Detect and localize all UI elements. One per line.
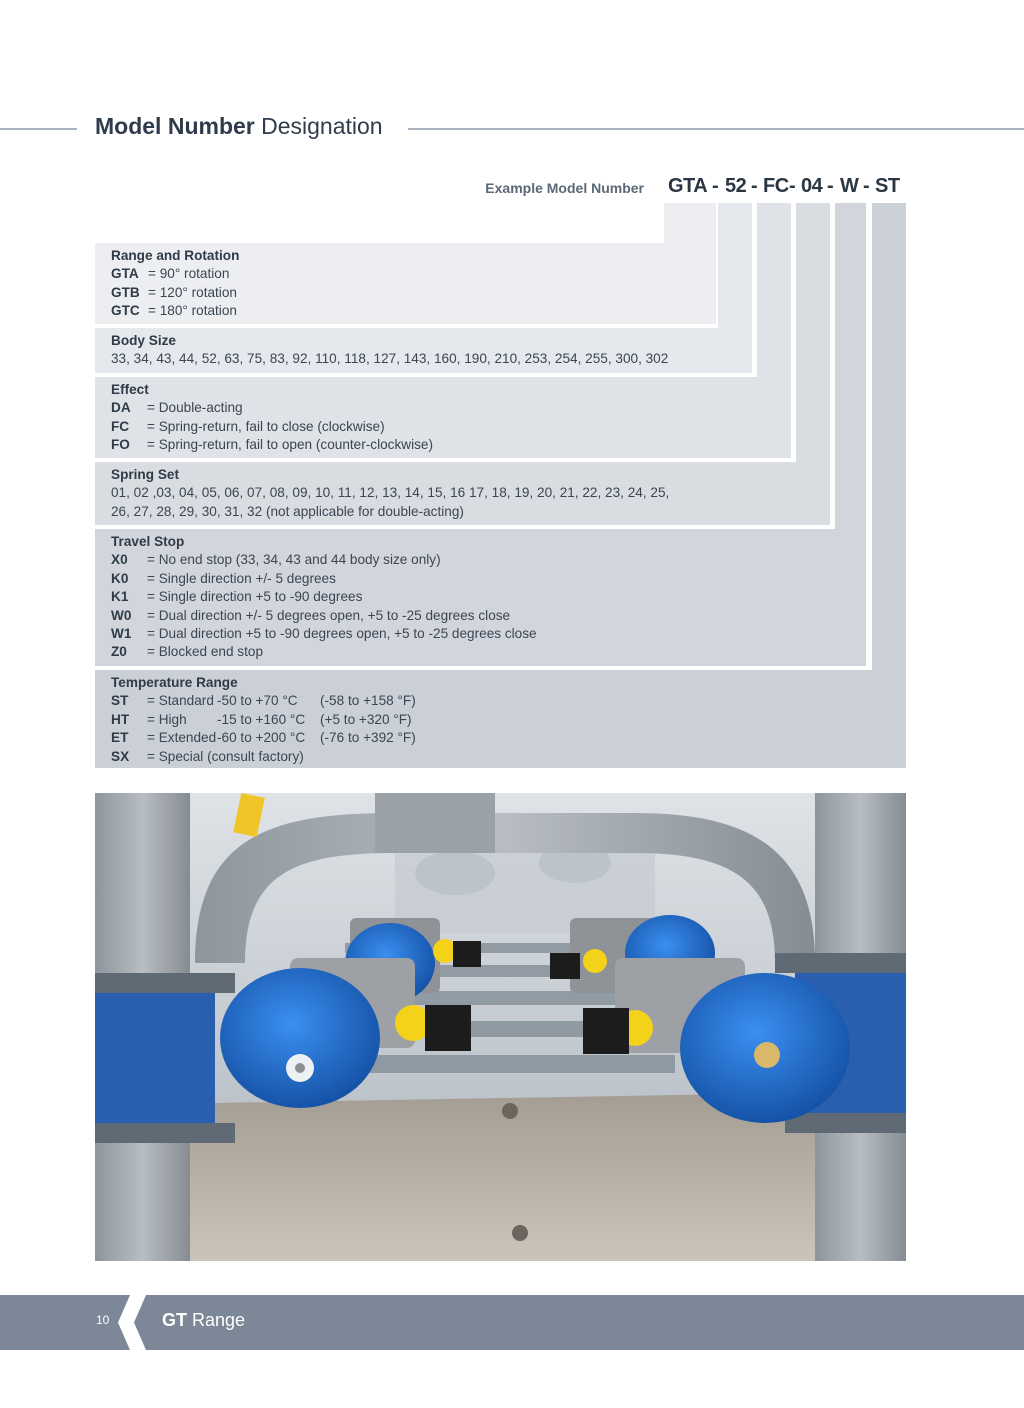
actuator-installation-illustration [95, 793, 906, 1261]
connector-range [664, 203, 716, 243]
example-model-number [664, 175, 906, 203]
section-temperature-range [95, 670, 906, 768]
section-spring-set [95, 462, 830, 525]
list-item: SX = Special (consult factory) [111, 748, 304, 764]
section-body-size [95, 328, 752, 373]
example-part-travel: W [840, 175, 859, 197]
spring-set-line: 01, 02 ,03, 04, 05, 06, 07, 08, 09, 10, 11, 12, 13, 14, 15, 16 17, 18, 19, 20, 21, 22, 23, 24, 25, [111, 485, 670, 501]
example-separator: - [712, 175, 719, 197]
section-heading: Spring Set [111, 467, 179, 482]
example-part-range: GTA [668, 175, 708, 197]
section-heading: Range and Rotation [111, 248, 240, 263]
list-item: W1 = Dual direction +5 to -90 degrees open, +5 to -25 degrees close [111, 626, 537, 642]
product-photo [95, 793, 906, 1261]
example-part-temperature: ST [875, 175, 900, 197]
section-heading: Effect [111, 382, 149, 397]
chevron-divider-icon [118, 1295, 148, 1350]
connector-body [718, 203, 752, 330]
header-rule-right [408, 128, 1024, 130]
list-item: X0 = No end stop (33, 34, 43 and 44 body size only) [111, 552, 441, 568]
list-item: HT = High -15 to +160 °C (+5 to +320 °F) [111, 711, 412, 727]
example-part-spring: 04 [801, 175, 823, 197]
connector-spring [796, 203, 830, 463]
section-heading: Temperature Range [111, 675, 238, 690]
list-item: GTC = 180° rotation [111, 303, 237, 319]
section-heading: Body Size [111, 333, 176, 348]
section-heading: Travel Stop [111, 534, 185, 549]
range-brand: GT Range [162, 1310, 246, 1330]
example-label: Example Model Number [485, 180, 644, 196]
list-item: FC = Spring-return, fail to close (clockwise) [111, 418, 385, 434]
section-range-rotation [95, 243, 716, 324]
page-title: Model Number Designation [95, 113, 383, 139]
list-item: DA = Double-acting [111, 400, 243, 416]
example-part-effect: FC [763, 175, 789, 197]
section-travel-stop [95, 529, 866, 666]
example-separator: - [751, 175, 758, 197]
list-item: Z0 = Blocked end stop [111, 644, 264, 660]
header-rule-left [0, 128, 77, 130]
example-separator: - [863, 175, 870, 197]
page-number: 10 [96, 1313, 110, 1327]
list-item: GTA = 90° rotation [111, 266, 230, 282]
body-size-list: 33, 34, 43, 44, 52, 63, 75, 83, 92, 110, 118, 127, 143, 160, 190, 210, 253, 254, 255, 300, 302 [111, 351, 669, 367]
list-item: K0 = Single direction +/- 5 degrees [111, 570, 336, 586]
section-effect [95, 377, 791, 458]
example-separator: - [827, 175, 834, 197]
connector-travel [835, 203, 866, 530]
example-part-body: 52 [725, 175, 747, 197]
list-item: FO = Spring-return, fail to open (counter-clockwise) [111, 437, 433, 453]
example-separator: - [789, 175, 796, 197]
list-item: ST = Standard -50 to +70 °C (-58 to +158 °F) [111, 693, 416, 709]
connector-effect [757, 203, 791, 378]
list-item: W0 = Dual direction +/- 5 degrees open, +5 to -25 degrees close [111, 607, 511, 623]
spring-set-line: 26, 27, 28, 29, 30, 31, 32 (not applicable for double-acting) [111, 503, 464, 519]
list-item: GTB = 120° rotation [111, 284, 237, 300]
list-item: ET = Extended -60 to +200 °C (-76 to +392 °F) [111, 730, 416, 746]
connector-temperature [872, 203, 906, 670]
list-item: K1 = Single direction +5 to -90 degrees [111, 589, 363, 605]
page-footer [0, 1295, 1024, 1350]
